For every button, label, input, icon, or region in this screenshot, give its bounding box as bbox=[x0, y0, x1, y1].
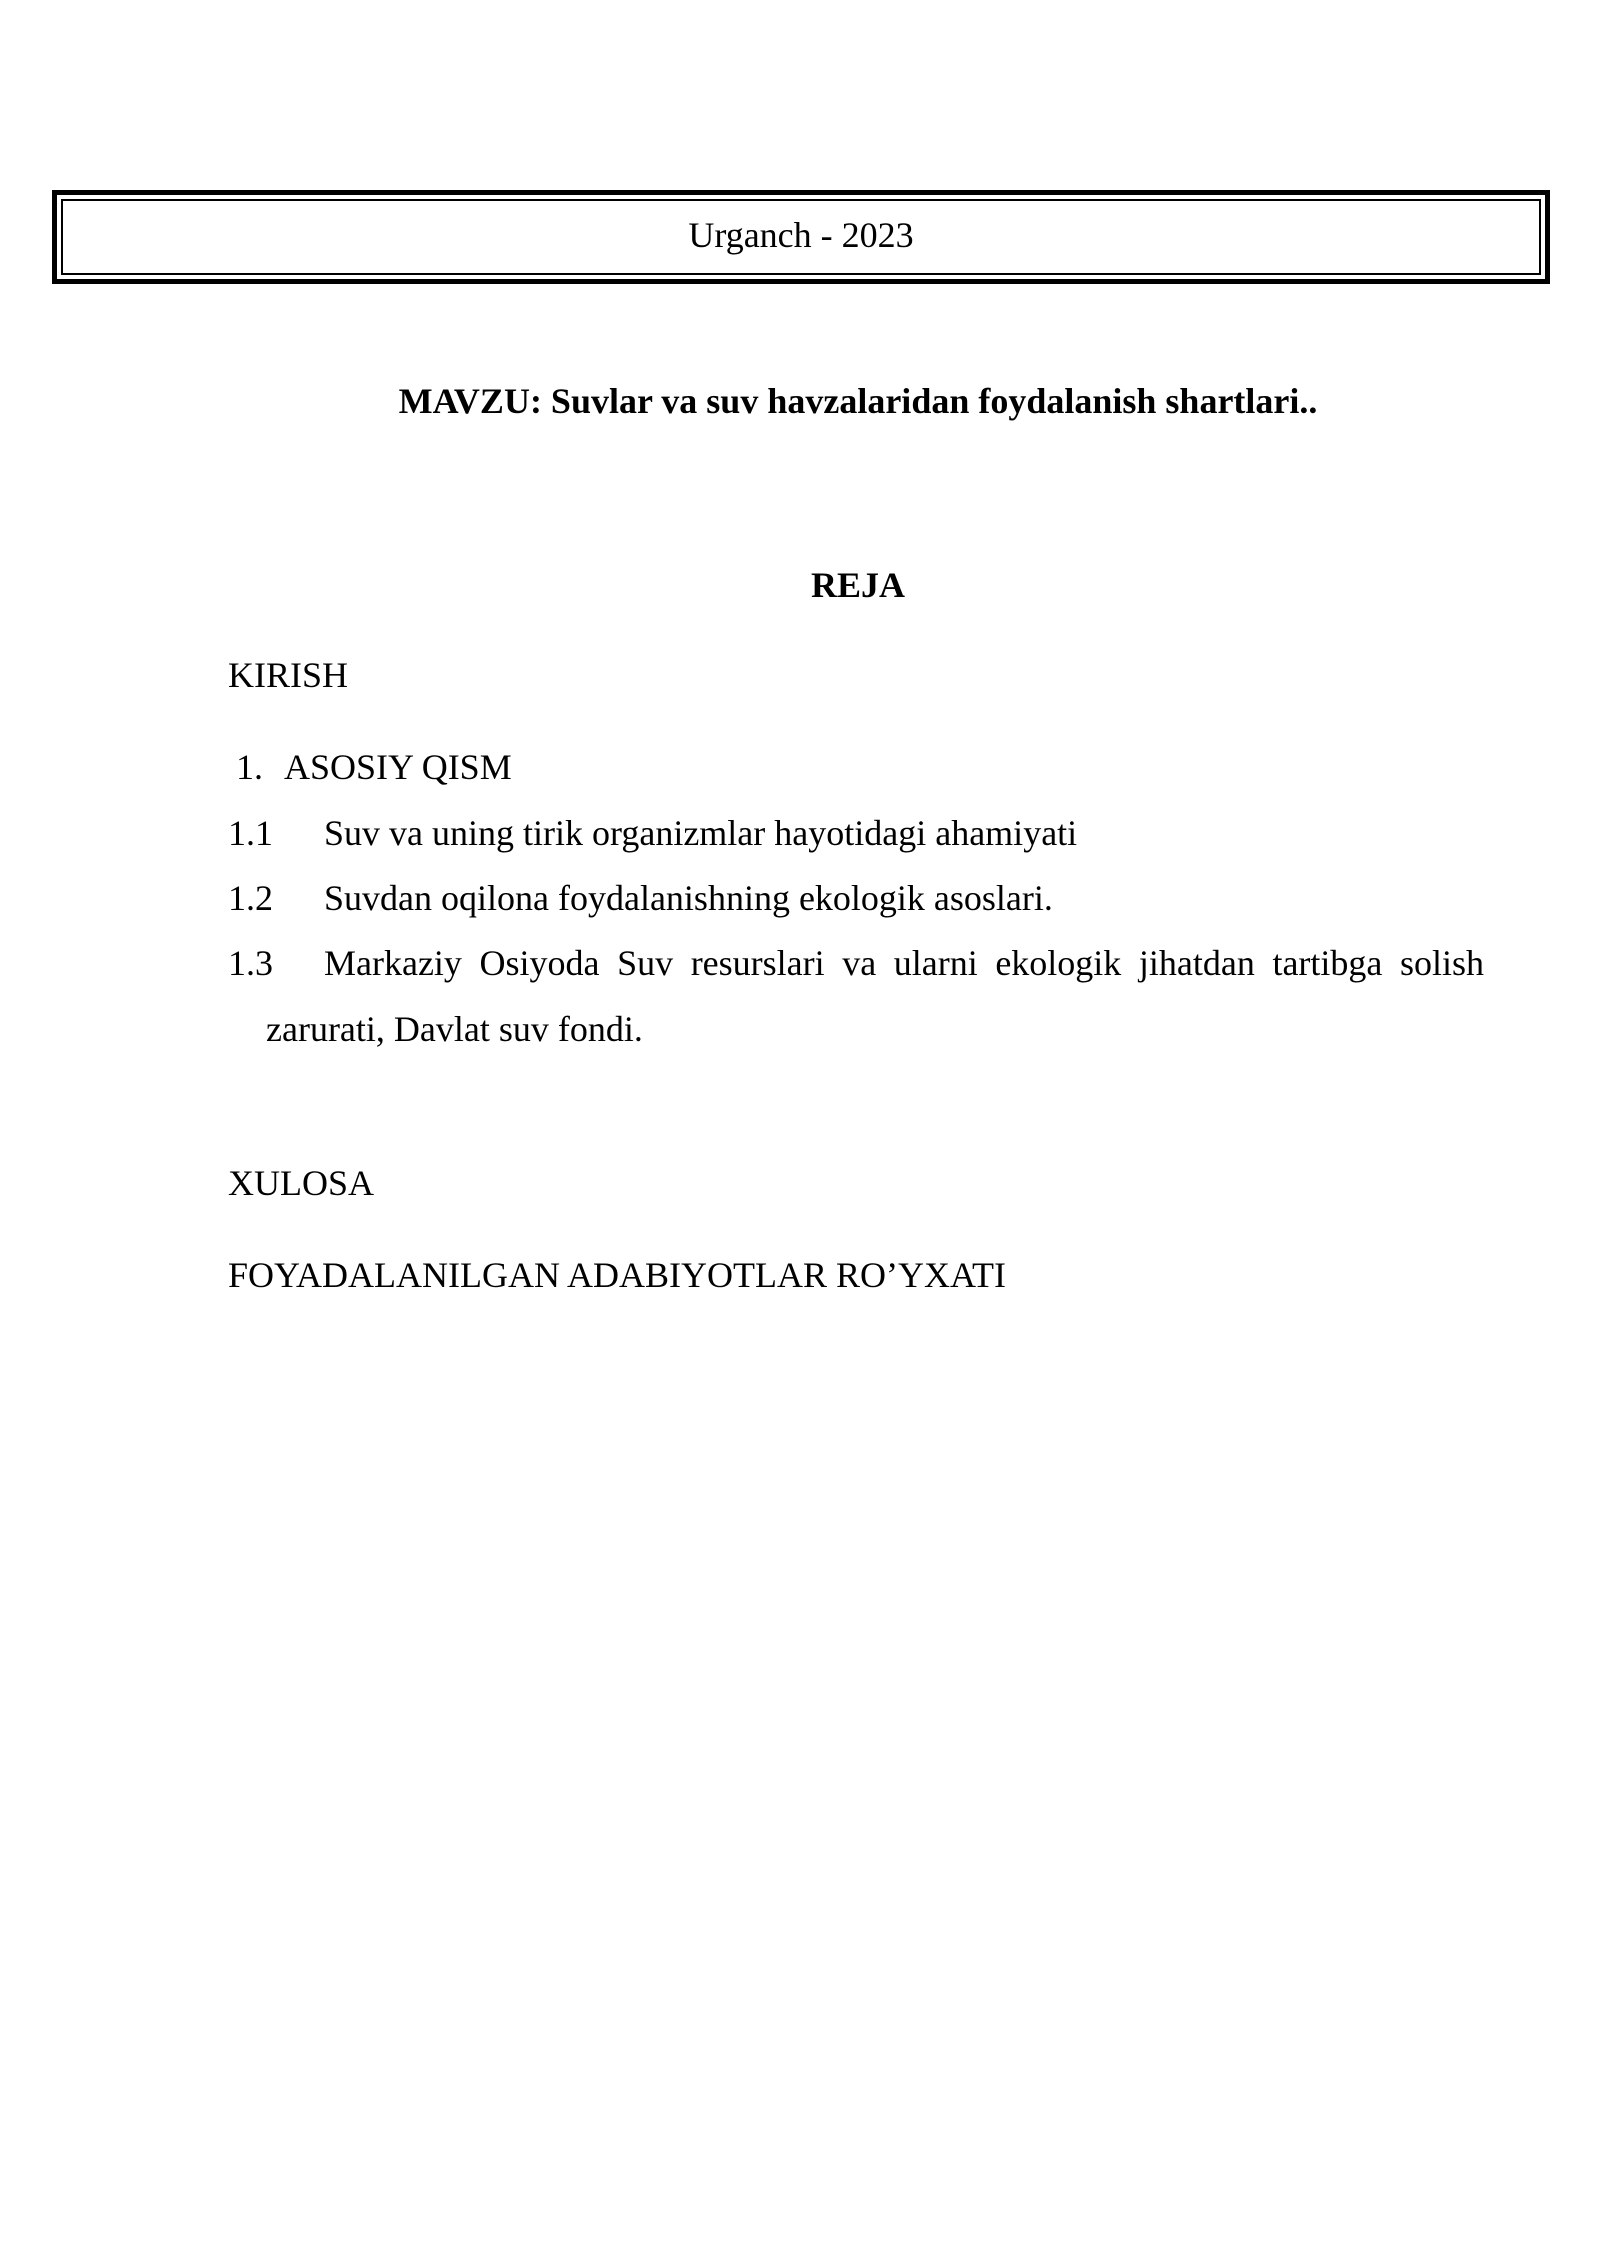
header-frame bbox=[52, 190, 1550, 284]
plan-item-main-part bbox=[236, 742, 512, 792]
plan-subitem-first-line bbox=[228, 930, 1484, 996]
plan-title: REJA bbox=[810, 565, 905, 605]
plan-subitem-text: Suv va uning tirik organizmlar hayotidagi ahamiyati bbox=[324, 813, 1078, 853]
plan-subitem-number: 1.3 bbox=[228, 943, 273, 983]
plan-subitem-text: Suvdan oqilona foydalanishning ekologik asoslari. bbox=[324, 878, 1053, 918]
plan-subitem-text: Markaziy Osiyoda Suv resurslari va ularni ekologik jihatdan tartibga solish bbox=[324, 943, 1484, 983]
plan-item-intro: KIRISH bbox=[228, 655, 349, 695]
plan-subitem bbox=[228, 865, 1484, 931]
plan-item-conclusion: XULOSA bbox=[228, 1163, 375, 1203]
plan-item-references: FOYADALANILGAN ADABIYOTLAR RO’YXATI bbox=[228, 1255, 1006, 1295]
plan-subitem bbox=[228, 930, 1484, 1062]
plan-subitem-number: 1.1 bbox=[228, 813, 273, 853]
plan-subitem bbox=[228, 800, 1484, 866]
header-inner-frame bbox=[61, 199, 1541, 275]
plan-subitem-continuation: zarurati, Davlat suv fondi. bbox=[266, 1009, 643, 1049]
plan-item-label: ASOSIY QISM bbox=[284, 747, 512, 787]
plan-item-number: 1. bbox=[236, 747, 263, 787]
topic-heading: MAVZU: Suvlar va suv havzalaridan foydalanish shartlari.. bbox=[398, 381, 1318, 421]
place-year-text: Urganch - 2023 bbox=[688, 215, 914, 255]
plan-subitem-number: 1.2 bbox=[228, 878, 273, 918]
